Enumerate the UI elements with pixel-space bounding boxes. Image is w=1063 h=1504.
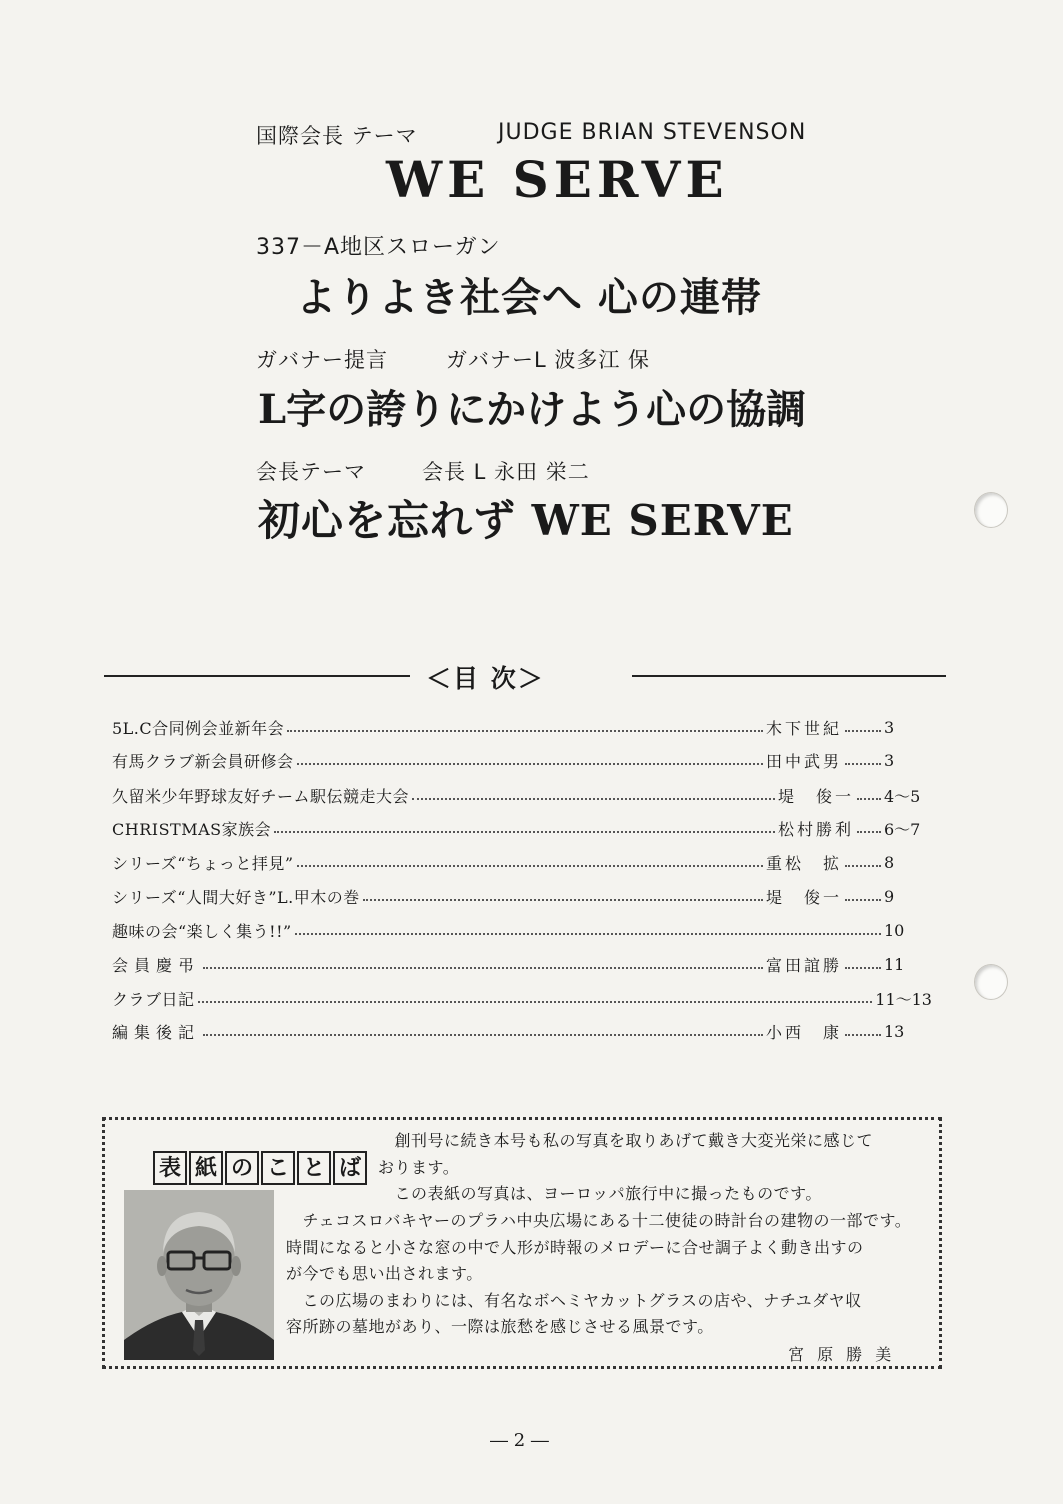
president-name: 会長 L 永田 栄二 <box>422 460 590 484</box>
toc-entry-author: 堤 俊一 <box>765 887 842 907</box>
toc-entry-page: 6～7 <box>884 819 921 839</box>
toc-entry-author: 富田誼勝 <box>765 955 842 975</box>
cover-words-text-upper <box>378 1128 926 1208</box>
cover-text-line: 容所跡の墓地があり、一際は旅愁を感じさせる風景です。 <box>286 1317 714 1336</box>
governor-slogan: L字の誇りにかけよう心の協調 <box>258 386 807 433</box>
cover-text-line: 創刊号に続き本号も私の写真を取りあげて戴き大変光栄に感じて <box>378 1131 874 1150</box>
cover-text-line: チェコスロバキヤーのプラハ中央広場にある十二使徒の時計台の建物の一部です。 <box>286 1211 912 1230</box>
toc-entry-author: 木下世紀 <box>765 718 842 738</box>
toc-entry[interactable] <box>112 983 932 1013</box>
district-slogan-label: 337－A地区スローガン <box>256 235 501 260</box>
portrait-figure-icon <box>124 1190 274 1360</box>
intl-president-name: JUDGE BRIAN STEVENSON <box>498 120 807 145</box>
toc-heading: ＜目 次＞ <box>426 664 545 693</box>
toc-entry-page: 4～5 <box>884 786 921 806</box>
toc-entry[interactable] <box>112 712 932 742</box>
toc-leader-dots <box>295 933 881 935</box>
toc-leader-dots <box>845 967 881 969</box>
cover-title-char: ば <box>333 1151 367 1185</box>
toc-entry[interactable] <box>112 949 932 979</box>
toc-entry-page: 11～13 <box>875 989 932 1009</box>
toc-entry-author: 堤 俊一 <box>777 786 854 806</box>
toc-entry[interactable] <box>112 745 932 775</box>
toc-leader-dots <box>857 798 881 800</box>
president-theme-label: 会長テーマ <box>256 460 366 484</box>
toc-entry-page: 11 <box>884 954 905 974</box>
governor-name: ガバナーL 波多江 保 <box>446 348 651 372</box>
toc-leader-dots <box>845 1034 881 1036</box>
toc-entry[interactable] <box>112 1016 932 1046</box>
toc-entry-title: 趣味の会“楽しく集う!!” <box>112 921 292 941</box>
toc-leader-dots <box>198 1001 873 1003</box>
toc-entry[interactable] <box>112 915 932 945</box>
cover-words-text-lower <box>286 1208 926 1341</box>
toc-entry-page: 10 <box>884 920 905 940</box>
toc-leader-dots <box>203 967 763 969</box>
toc-leader-dots <box>412 798 775 800</box>
author-portrait-photo <box>124 1190 274 1360</box>
punch-hole-upper <box>974 492 1008 528</box>
toc-entry-title: 編集後記 <box>112 1022 201 1042</box>
toc-rule-left <box>104 675 410 677</box>
toc-entry-title: CHRISTMAS家族会 <box>112 819 272 839</box>
district-slogan: よりよき社会へ 心の連帯 <box>296 274 762 321</box>
toc-entry-author: 重松 拡 <box>765 853 842 873</box>
cover-title-char: と <box>297 1151 331 1185</box>
toc-rule-right <box>632 675 946 677</box>
toc-leader-dots <box>845 730 881 732</box>
cover-title-char: 表 <box>153 1151 187 1185</box>
toc-entry[interactable] <box>112 881 932 911</box>
cover-title-char: の <box>225 1151 259 1185</box>
page-number: ― 2 ― <box>490 1430 549 1451</box>
toc-leader-dots <box>845 763 881 765</box>
toc-leader-dots <box>287 730 763 732</box>
cover-text-line: 時間になると小さな窓の中で人形が時報のメロデーに合せ調子よく動き出すの <box>286 1237 864 1257</box>
cover-text-line: この広場のまわりには、有名なボヘミヤカットグラスの店や、ナチユダヤ収 <box>286 1290 862 1310</box>
cover-text-line: が今でも思い出されます。 <box>286 1264 483 1283</box>
toc-entry-title: クラブ日記 <box>112 989 195 1009</box>
toc-entry[interactable] <box>112 847 932 877</box>
toc-entry-page: 9 <box>884 886 895 906</box>
cover-title-char: 紙 <box>189 1151 223 1185</box>
toc-leader-dots <box>203 1034 763 1036</box>
toc-leader-dots <box>274 831 775 833</box>
cover-title-char: こ <box>261 1151 295 1185</box>
toc-entry-title: シリーズ“ちょっと拝見” <box>112 853 294 873</box>
toc-entry-page: 3 <box>884 750 895 770</box>
toc-entry-author: 松村勝利 <box>777 819 854 839</box>
toc-leader-dots <box>857 831 881 833</box>
toc-entry-author: 田中武男 <box>765 751 842 771</box>
toc-entry-author: 小西 康 <box>765 1022 842 1042</box>
toc-entry-title: 5L.C合同例会並新年会 <box>112 718 285 738</box>
cover-words-title <box>153 1151 367 1185</box>
cover-text-line: この表紙の写真は、ヨーロッパ旅行中に撮ったものです。 <box>378 1184 822 1203</box>
intl-theme-label: 国際会長 テーマ <box>256 124 418 148</box>
president-slogan: 初心を忘れず WE SERVE <box>258 496 794 545</box>
toc-leader-dots <box>845 865 881 867</box>
cover-text-line: おります。 <box>378 1157 460 1177</box>
punch-hole-lower <box>974 964 1008 1000</box>
toc-entry-title: 有馬クラブ新会員研修会 <box>112 751 294 771</box>
toc-leader-dots <box>845 899 881 901</box>
intl-slogan: WE SERVE <box>386 150 729 209</box>
toc-entry[interactable] <box>112 813 932 843</box>
toc-entry-title: 久留米少年野球友好チーム駅伝競走大会 <box>112 786 410 806</box>
toc-leader-dots <box>297 763 763 765</box>
toc-entry-page: 3 <box>884 717 895 737</box>
toc-leader-dots <box>297 865 763 867</box>
toc-entry-title: 会員慶弔 <box>112 955 201 975</box>
toc-entry-page: 8 <box>884 852 895 872</box>
toc-leader-dots <box>363 899 763 901</box>
toc-entry[interactable] <box>112 780 932 810</box>
governor-proposal-label: ガバナー提言 <box>256 348 388 372</box>
cover-signature: 宮 原 勝 美 <box>788 1345 896 1364</box>
toc-entry-page: 13 <box>884 1021 905 1041</box>
toc-entry-title: シリーズ“人間大好き”L.甲木の巻 <box>112 887 360 907</box>
